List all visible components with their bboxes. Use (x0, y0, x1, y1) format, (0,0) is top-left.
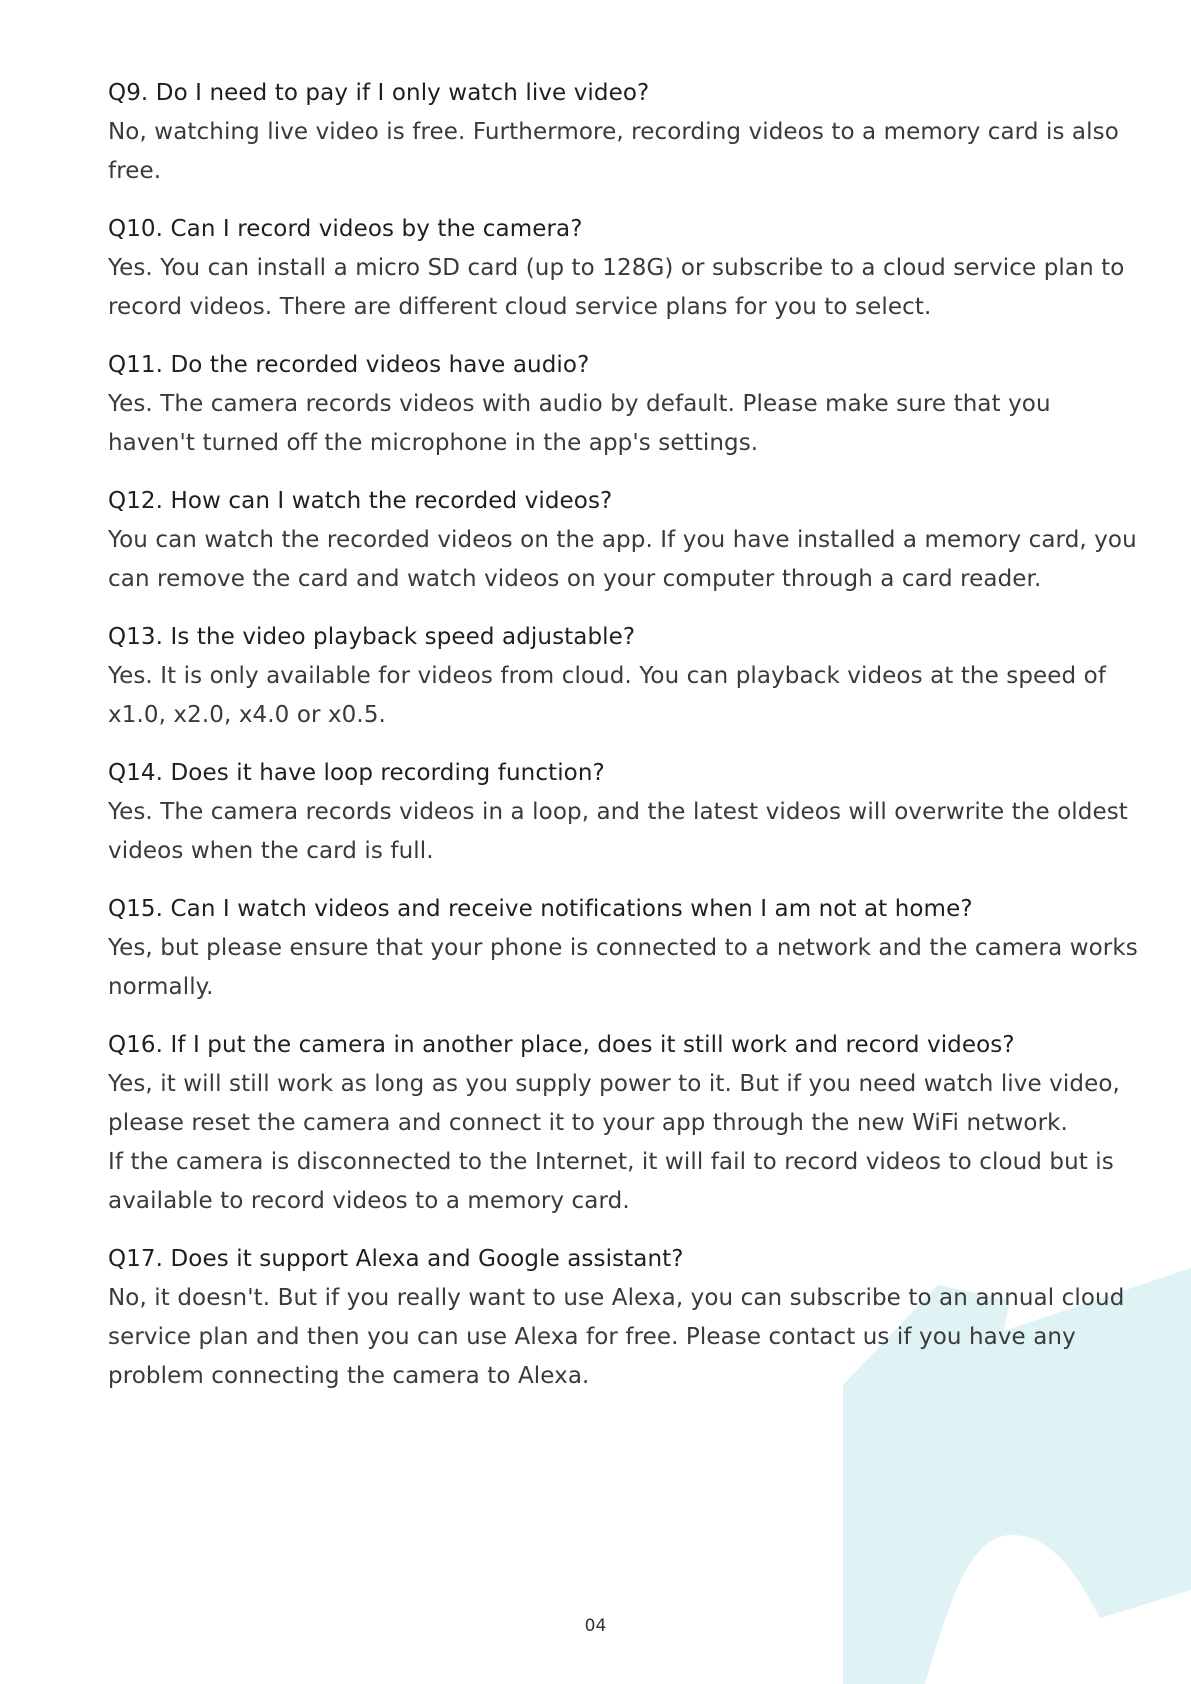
faq-answer: No, watching live video is free. Furthermore, recording videos to a memory card is also free. (108, 119, 1119, 184)
faq-answer: Yes. You can install a micro SD card (up to 128G) or subscribe to a cloud service plan to record videos. There are different cloud service plans for you to select. (108, 255, 1125, 320)
faq-answer: Yes. The camera records videos in a loop, and the latest videos will overwrite the oldest videos when the card is full. (108, 799, 1128, 864)
faq-content (108, 74, 1138, 1415)
faq-item-q13 (108, 618, 1138, 735)
faq-item-q12 (108, 482, 1138, 599)
page-number: 04 (584, 1616, 607, 1636)
faq-item-q15 (108, 890, 1138, 1007)
faq-question: Q16. If I put the camera in another place, does it still work and record videos? (108, 1032, 1015, 1058)
faq-question: Q13. Is the video playback speed adjustable? (108, 624, 636, 650)
faq-answer: Yes. It is only available for videos from cloud. You can playback videos at the speed of x1.0, x2.0, x4.0 or x0.5. (108, 663, 1107, 728)
faq-answer: Yes, but please ensure that your phone is connected to a network and the camera works normally. (108, 935, 1138, 1000)
faq-answer: Yes. The camera records videos with audio by default. Please make sure that you haven't turned off the microphone in the app's settings. (108, 391, 1051, 456)
faq-question: Q12. How can I watch the recorded videos? (108, 488, 613, 514)
faq-question: Q10. Can I record videos by the camera? (108, 216, 583, 242)
faq-item-q11 (108, 346, 1138, 463)
faq-item-q10 (108, 210, 1138, 327)
faq-question: Q14. Does it have loop recording function? (108, 760, 605, 786)
faq-item-q14 (108, 754, 1138, 871)
faq-answer: Yes, it will still work as long as you supply power to it. But if you need watch live video, please reset the camera and connect it to your app through the new WiFi network. (108, 1071, 1120, 1136)
faq-question: Q9. Do I need to pay if I only watch live video? (108, 80, 650, 106)
faq-item-q9 (108, 74, 1138, 191)
faq-answer: No, it doesn't. But if you really want to use Alexa, you can subscribe to an annual cloud service plan and then you can use Alexa for free. Please contact us if you have any problem connecting the camera to Alexa. (108, 1285, 1125, 1389)
faq-question: Q17. Does it support Alexa and Google assistant? (108, 1246, 684, 1272)
faq-item-q16 (108, 1026, 1138, 1221)
faq-question: Q15. Can I watch videos and receive notifications when I am not at home? (108, 896, 973, 922)
faq-answer-continued: If the camera is disconnected to the Internet, it will fail to record videos to cloud but is available to record videos to a memory card. (108, 1149, 1114, 1214)
faq-question: Q11. Do the recorded videos have audio? (108, 352, 590, 378)
faq-answer: You can watch the recorded videos on the app. If you have installed a memory card, you can remove the card and watch videos on your computer through a card reader. (108, 527, 1137, 592)
faq-item-q17 (108, 1240, 1138, 1396)
